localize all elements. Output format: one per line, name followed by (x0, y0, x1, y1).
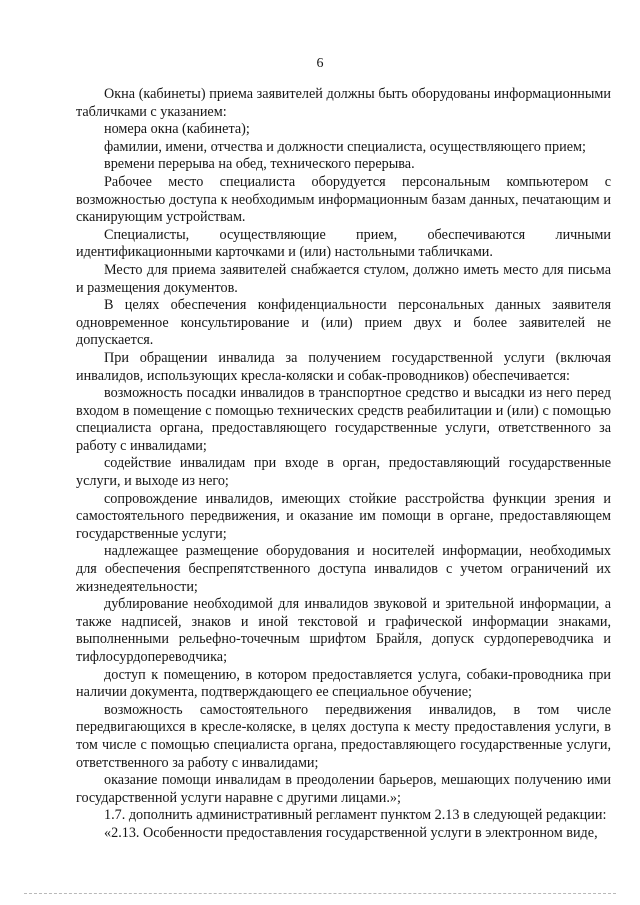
paragraph: возможность посадки инвалидов в транспортное средство и высадки из него перед входом в помещение с помощью технических средств реабилитации и (или) с помощью специалиста органа, предоставляющего государственные услуги, ответственного за работу с инвалидами; (76, 385, 611, 454)
document-body (76, 86, 611, 843)
paragraph: Рабочее место специалиста оборудуется персональным компьютером с возможностью доступа к необходимым информационным базам данных, печатающим и сканирующим устройствам. (76, 173, 611, 226)
paragraph: доступ к помещению, в котором предоставляется услуга, собаки-проводника при наличии документа, подтверждающего ее специальное обучение; (76, 666, 611, 701)
paragraph: времени перерыва на обед, технического перерыва. (104, 156, 415, 173)
footer-dashed-rule (24, 893, 616, 894)
paragraph: «2.13. Особенности предоставления государственной услуги в электронном виде, (104, 824, 598, 841)
paragraph: сопровождение инвалидов, имеющих стойкие расстройства функции зрения и самостоятельного передвижения, и оказание им помощи в органе, предоставляющем государственные услуги; (76, 490, 611, 542)
paragraph: надлежащее размещение оборудования и носителей информации, необходимых для обеспечения беспрепятственного доступа инвалидов с учетом ограничений их жизнедеятельности; (76, 543, 611, 595)
paragraph: содействие инвалидам при входе в орган, предоставляющий государственные услуги, и выходе из него; (76, 455, 611, 490)
paragraph: дублирование необходимой для инвалидов звуковой и зрительной информации, а также надписей, знаков и иной текстовой и графической информации знаками, выполненными рельефно-точечным шрифтом Брайля, допуск сурдопереводчика и тифлосурдопереводчика; (76, 596, 611, 665)
paragraph: оказание помощи инвалидам в преодолении барьеров, мешающих получению ими государственной услуги наравне с другими лицами.»; (76, 772, 611, 806)
page-number: 6 (316, 56, 324, 71)
paragraph: 1.7. дополнить административный регламент пунктом 2.13 в следующей редакции: (104, 807, 607, 824)
paragraph: В целях обеспечения конфиденциальности персональных данных заявителя одновременное консультирование и (или) прием двух и более заявителей не допускается. (76, 297, 611, 349)
paragraph: возможность самостоятельного передвижения инвалидов, в том числе передвигающихся в кресле-коляске, в целях доступа к месту предоставления услуги, в том числе с помощью специалиста органа, предоставляющего государственные услуги, ответственного за работу с инвалидами; (76, 701, 611, 771)
paragraph: Место для приема заявителей снабжается стулом, должно иметь место для письма и размещения документов. (76, 261, 611, 296)
paragraph: Окна (кабинеты) приема заявителей должны быть оборудованы информационными табличками с указанием: (76, 86, 611, 120)
paragraph: Специалисты, осуществляющие прием, обеспечиваются личными идентификационными карточками и (или) настольными табличками. (76, 226, 611, 261)
paragraph: При обращении инвалида за получением государственной услуги (включая инвалидов, использующих кресла-коляски и собак-проводников) обеспечивается: (76, 349, 611, 384)
paragraph: фамилии, имени, отчества и должности специалиста, осуществляющего прием; (104, 138, 586, 155)
paragraph: номера окна (кабинета); (104, 121, 250, 138)
